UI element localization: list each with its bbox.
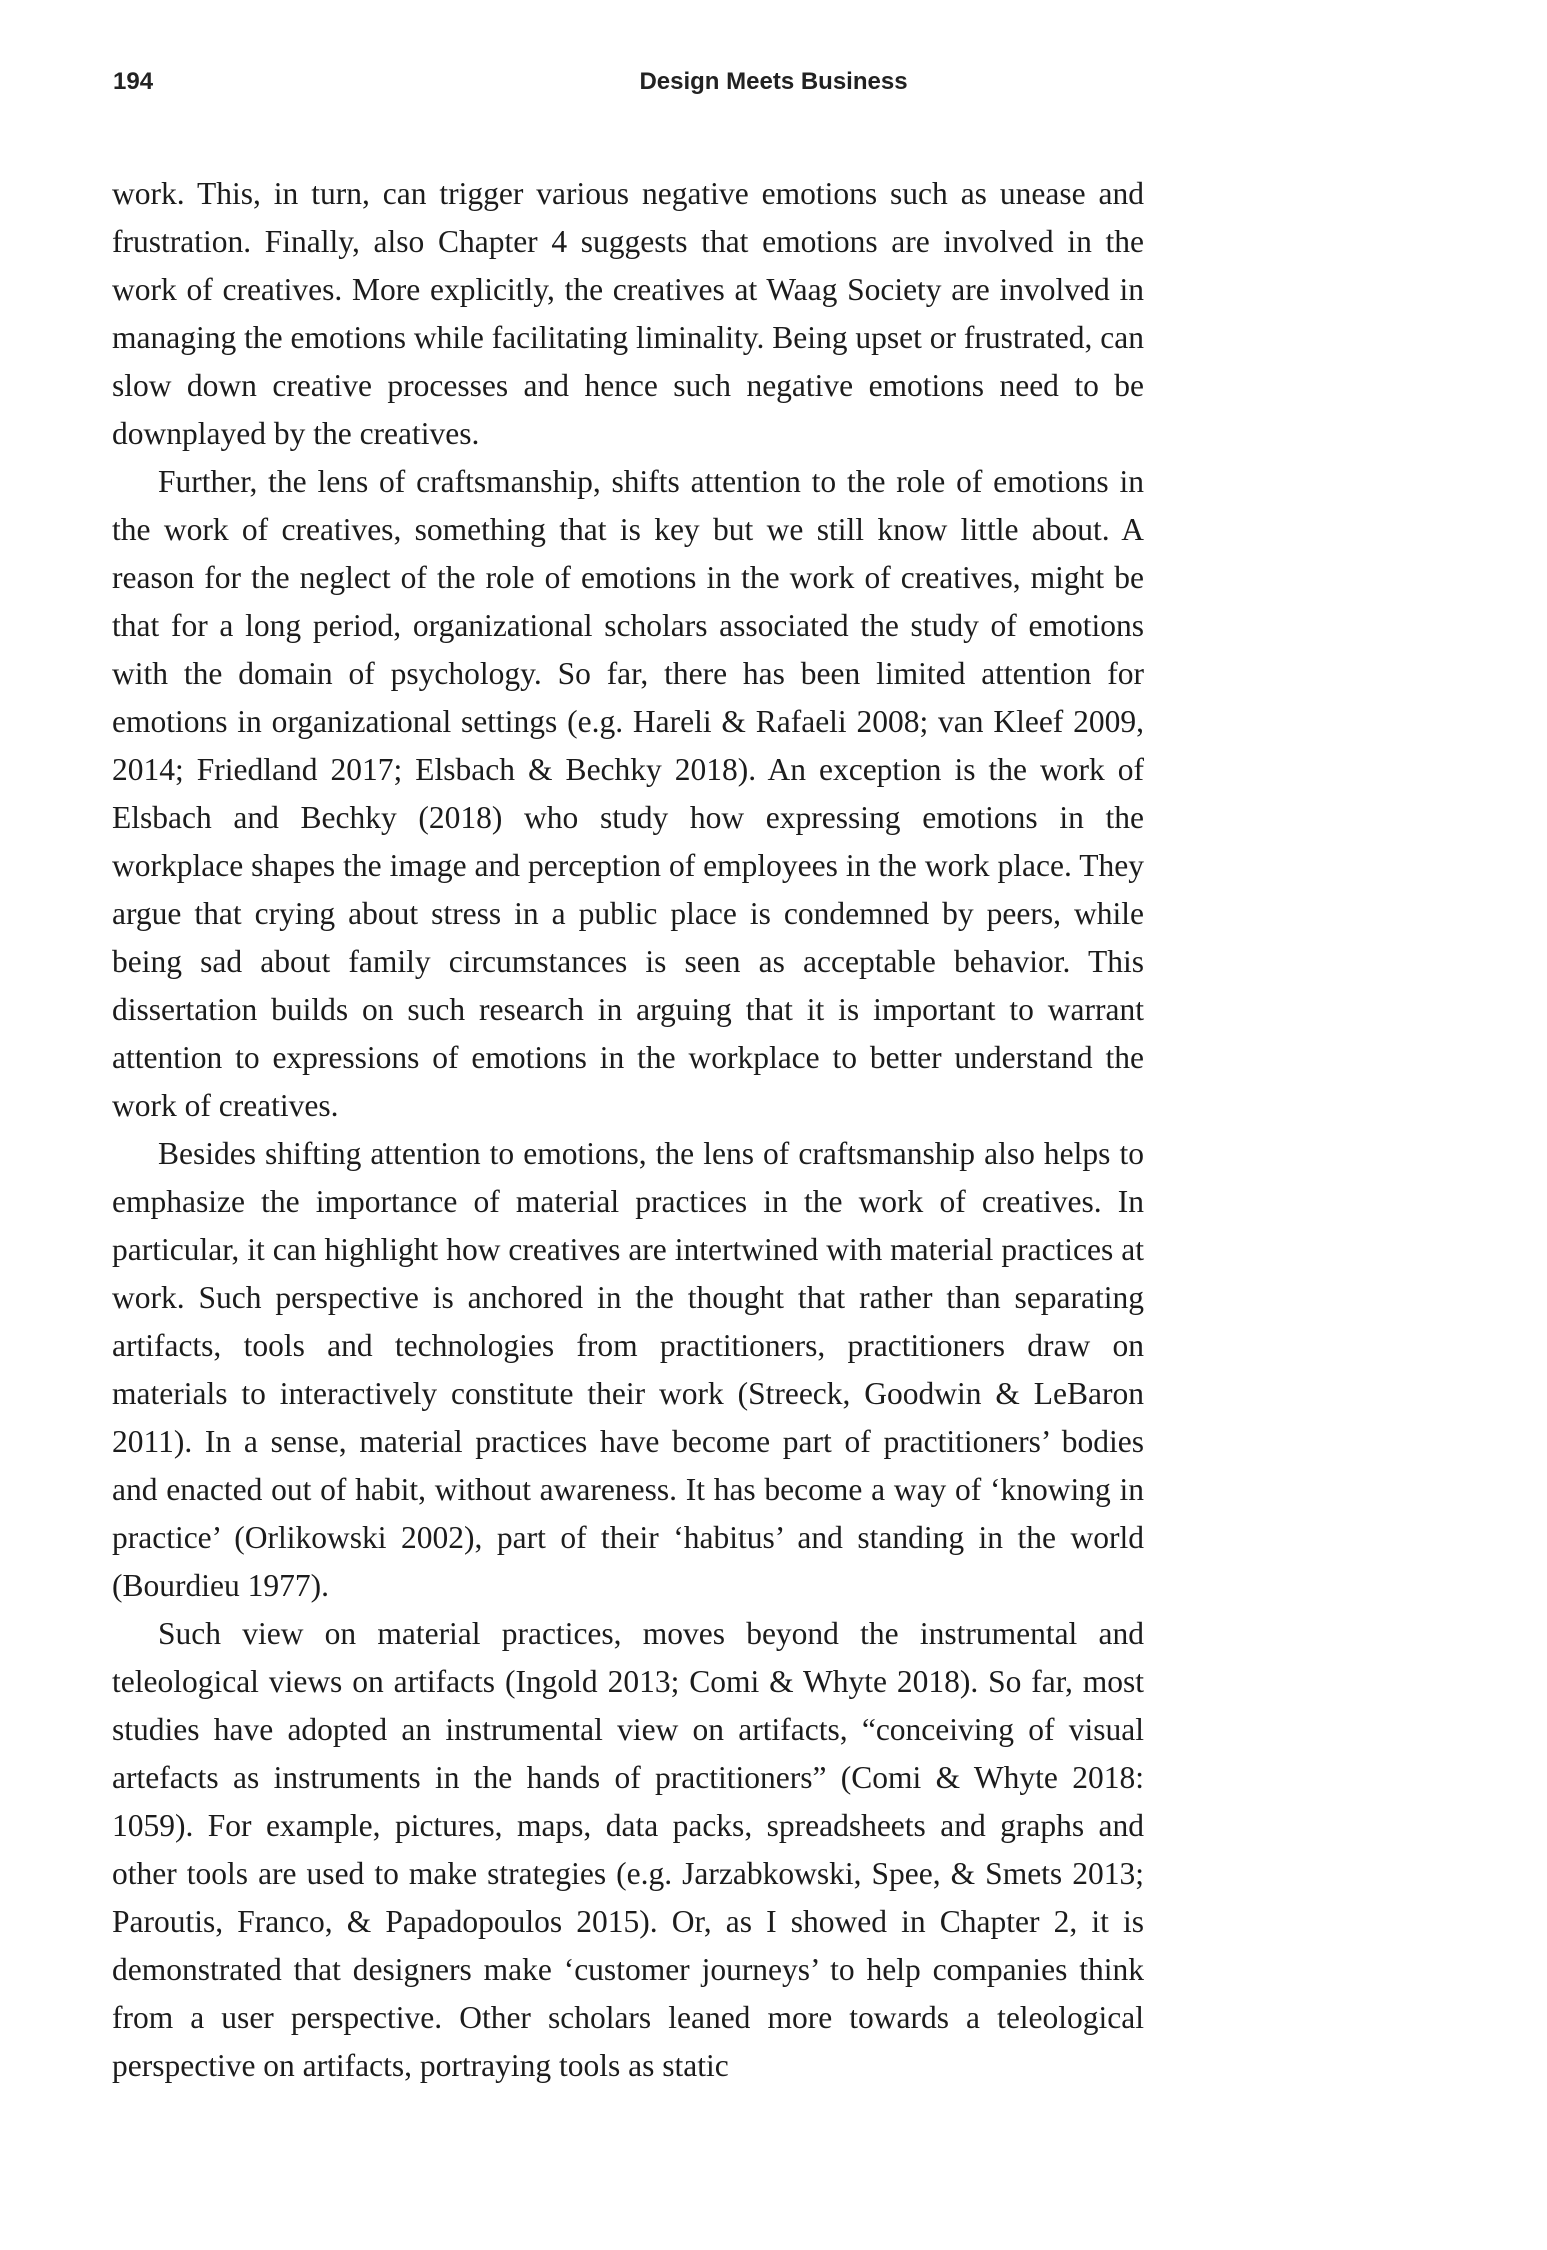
running-head <box>0 68 1547 102</box>
paragraph: Such view on material practices, moves beyond the instrumental and teleological views on artifacts (Ingold 2013; Comi & Whyte 2018). So far, most studies have adopted an instrumental view on artifacts, “conceiving of visual artefacts as instruments in the hands of practitioners” (Comi & Whyte 2018: 1059). For example, pictures, maps, data packs, spreadsheets and graphs and other tools are used to make strategies (e.g. Jarzabkowski, Spee, & Smets 2013; Paroutis, Franco, & Papadopoulos 2015). Or, as I showed in Chapter 2, it is demonstrated that designers make ‘customer journeys’ to help companies think from a user perspective. Other scholars leaned more towards a teleological perspective on artifacts, portraying tools as static <box>112 1616 1144 2083</box>
paragraph: Further, the lens of craftsmanship, shifts attention to the role of emotions in the work of creatives, something that is key but we still know little about. A reason for the neglect of the role of emotions in the work of creatives, might be that for a long period, organizational scholars associated the study of emotions with the domain of psychology. So far, there has been limited attention for emotions in organizational settings (e.g. Hareli & Rafaeli 2008; van Kleef 2009, 2014; Friedland 2017; Elsbach & Bechky 2018). An exception is the work of Elsbach and Bechky (2018) who study how expressing emotions in the workplace shapes the image and perception of employees in the work place. They argue that crying about stress in a public place is condemned by peers, while being sad about family circumstances is seen as acceptable behavior. This dissertation builds on such research in arguing that it is important to warrant attention to expressions of emotions in the workplace to better understand the work of creatives. <box>112 464 1144 1123</box>
paragraph: Besides shifting attention to emotions, the lens of craftsmanship also helps to emphasize the importance of material practices in the work of creatives. In particular, it can highlight how creatives are intertwined with material practices at work. Such perspective is anchored in the thought that rather than separating artifacts, tools and technologies from practitioners, practitioners draw on materials to interactively constitute their work (Streeck, Goodwin & LeBaron 2011). In a sense, material practices have become part of practitioners’ bodies and enacted out of habit, without awareness. It has become a way of ‘knowing in practice’ (Orlikowski 2002), part of their ‘habitus’ and standing in the world (Bourdieu 1977). <box>112 1136 1144 1603</box>
body-text <box>112 170 1144 2090</box>
book-title: Design Meets Business <box>639 68 908 95</box>
page-number: 194 <box>113 68 154 95</box>
paragraph: work. This, in turn, can trigger various negative emotions such as unease and frustration. Finally, also Chapter 4 suggests that emotions are involved in the work of creatives. More explicitly, the creatives at Waag Society are involved in managing the emotions while facilitating liminality. Being upset or frustrated, can slow down creative processes and hence such negative emotions need to be downplayed by the creatives. <box>112 176 1144 451</box>
